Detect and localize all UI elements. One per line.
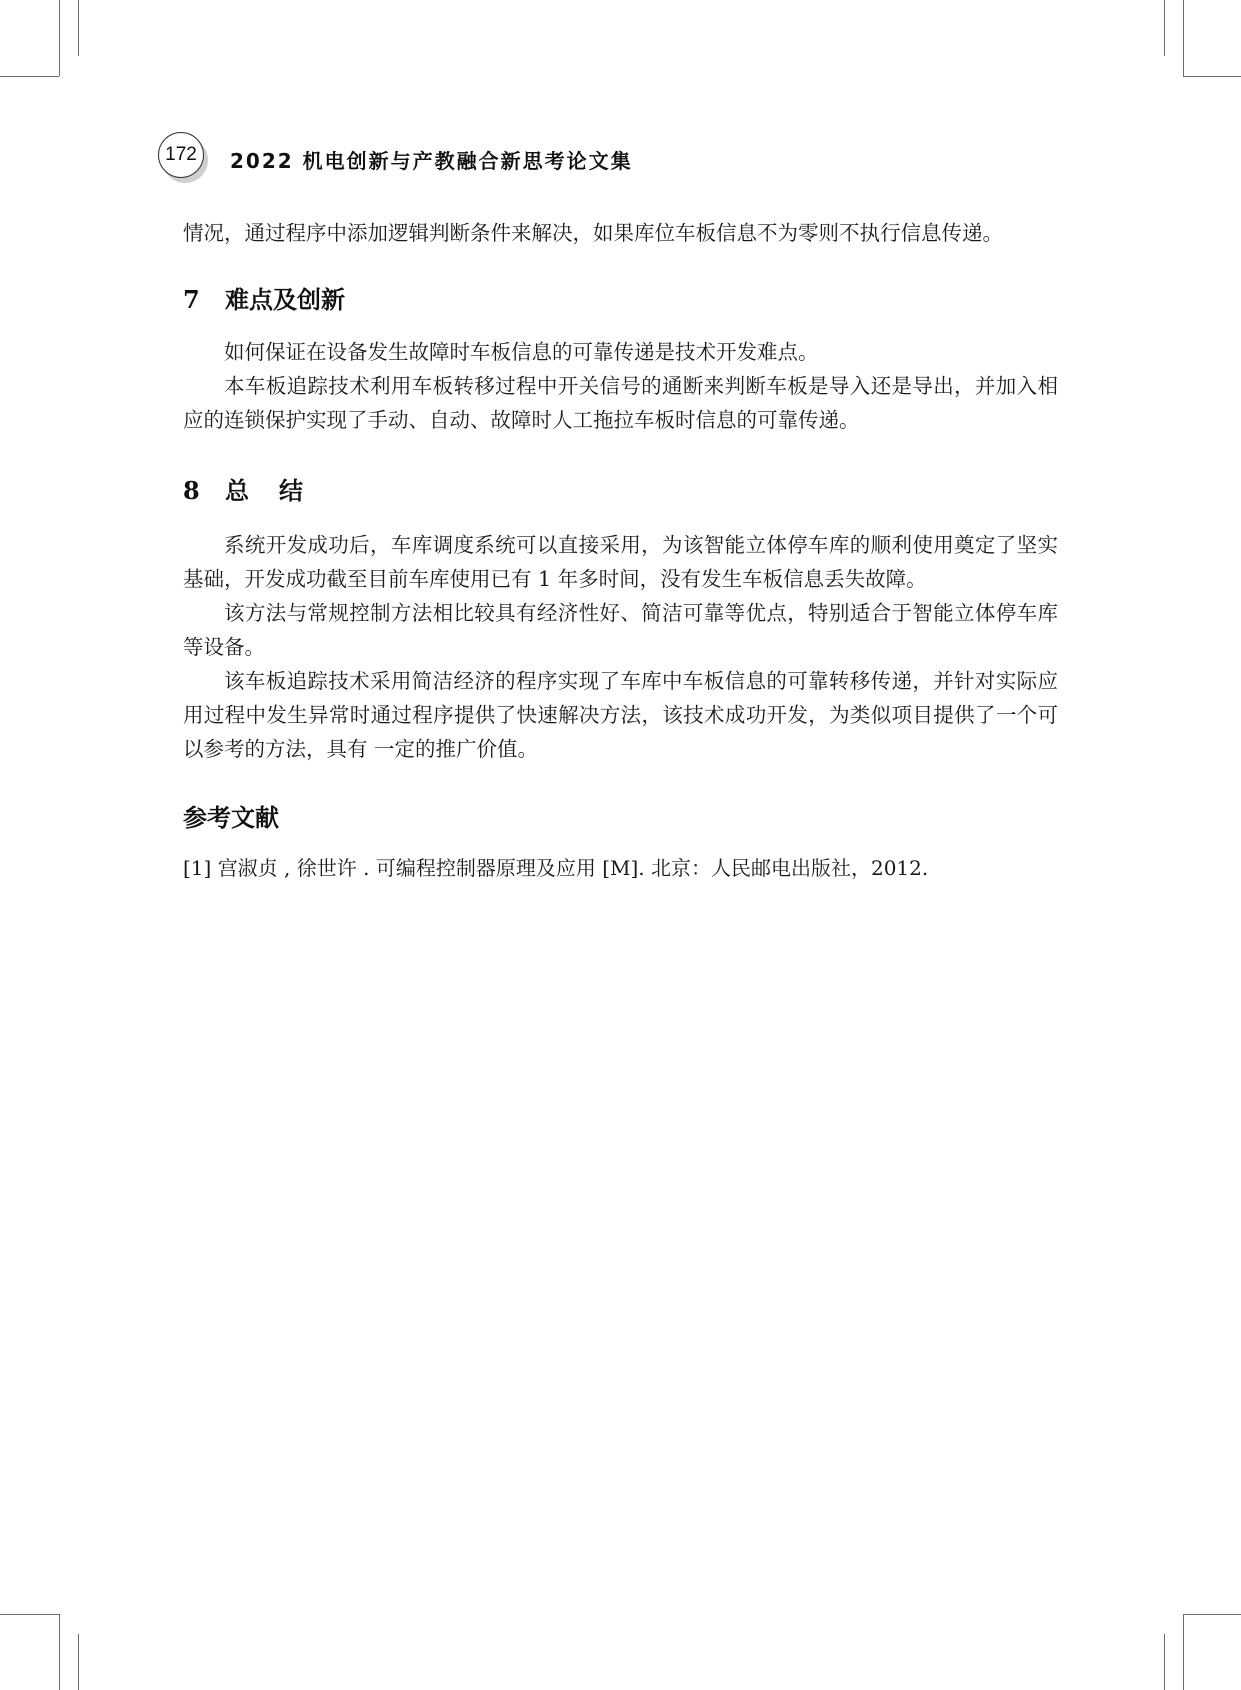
running-header [158,131,633,181]
section-7-heading [183,280,1058,315]
section-7-paragraph: 如何保证在设备发生故障时车板信息的可靠传递是技术开发难点。 [224,340,819,364]
section-8-paragraph: 该车板追踪技术采用简洁经济的程序实现了车库中车板信息的可靠转移传递，并针对实际应用过程中发生异常时通过程序提供了快速解决方法，该技术成功开发，为类似项目提供了一个可以参考的方法，具有 一定的推广价值。 [183,669,1058,761]
page-body [183,216,1058,885]
crop-mark [59,0,60,76]
section-8-heading [183,471,1058,506]
section-8-title: 总结 [225,477,333,505]
crop-mark [59,1614,60,1690]
references-heading: 参考文献 [183,804,279,832]
crop-mark [1183,76,1241,77]
section-7-title: 难点及创新 [225,286,345,314]
page-number: 172 [158,132,204,178]
crop-mark [78,0,79,56]
section-8-number: 8 [183,476,200,505]
crop-mark [1183,1614,1241,1615]
reference-item: [1] 宫淑贞 , 徐世许 . 可编程控制器原理及应用 [M]. 北京：人民邮电出版社，2012. [183,856,929,880]
crop-mark [1164,0,1165,56]
crop-mark [0,76,59,77]
crop-mark [1183,0,1184,76]
crop-mark [1183,1614,1184,1690]
page-number-badge [158,132,206,180]
crop-mark [0,1614,59,1615]
section-7-number: 7 [183,285,200,314]
crop-mark [78,1634,79,1690]
book-title: 2022 机电创新与产教融合新思考论文集 [230,148,633,173]
intro-paragraph: 情况，通过程序中添加逻辑判断条件来解决，如果库位车板信息不为零则不执行信息传递。 [183,221,1003,245]
section-7-paragraph: 本车板追踪技术利用车板转移过程中开关信号的通断来判断车板是导入还是导出，并加入相应的连锁保护实现了手动、自动、故障时人工拖拉车板时信息的可靠传递。 [183,374,1058,432]
crop-mark [1164,1634,1165,1690]
section-8-paragraph: 该方法与常规控制方法相比较具有经济性好、简洁可靠等优点，特别适合于智能立体停车库等设备。 [183,601,1058,659]
section-8-paragraph: 系统开发成功后，车库调度系统可以直接采用，为该智能立体停车库的顺利使用奠定了坚实基础，开发成功截至目前车库使用已有 1 年多时间，没有发生车板信息丢失故障。 [183,533,1058,591]
